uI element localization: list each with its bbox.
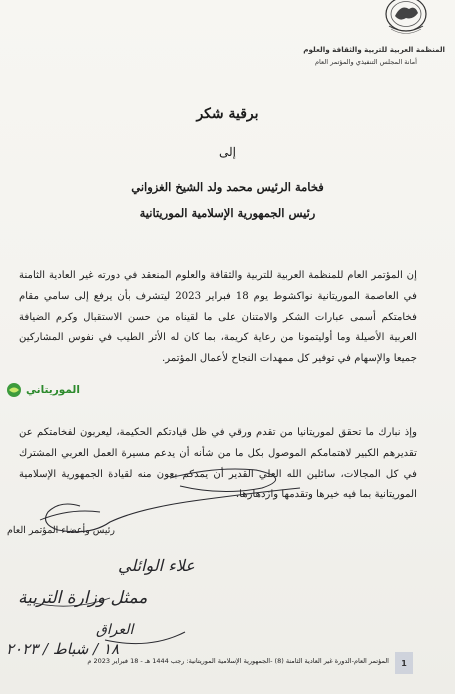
footer-text: المؤتمر العام-الدورة غير العادية الثامنة (8) -الجمهورية الإسلامية الموريتانية: رجب 1444 هـ - 18 فبراير 2023 م	[87, 657, 389, 665]
alecso-emblem-icon	[371, 0, 441, 40]
handwritten-country: العراق	[96, 622, 134, 638]
signature-label: رئيس وأعضاء المؤتمر العام	[7, 525, 115, 536]
globe-logo-icon	[6, 382, 22, 398]
page-footer	[0, 652, 455, 680]
watermark-badge	[6, 381, 118, 399]
handwritten-date: ١٨ / شباط / ٢٠٢٣	[6, 640, 120, 658]
letter-paragraph-1: إن المؤتمر العام للمنظمة العربية للتربية والثقافة والعلوم المنعقد في دورته غير العادية الثامنة في العاصمة الموريتانية نواكشوط يوم 18 فبراير 2023 ليتشرف بأن يرفع إلى سامي مقام فخامتكم أسمى عبارات الشكر والامتنان على ما لقيناه من حسن الاستقبال وكرم الضيافة العربية الأصيلة وما أوليتمونا من رعاية كريمة، بما كان له الأثر الطيب في نفوس المشاركين جميعا والإسهام في توفير كل ممهدات النجاح لأعمال المؤتمر.	[19, 270, 417, 365]
handwritten-title: ممثل وزارة التربية	[18, 588, 148, 608]
organization-name: المنظمة العربية للتربية والثقافة والعلوم	[303, 45, 445, 54]
page-number: 1	[395, 652, 413, 674]
handwritten-name: علاء الوائلي	[118, 556, 195, 575]
watermark-text: الموريتاني	[26, 384, 80, 396]
recipient-title: رئيس الجمهورية الإسلامية الموريتانية	[139, 206, 316, 220]
letter-to: إلى	[219, 145, 236, 159]
letter-title: برقية شكر	[196, 106, 259, 122]
recipient-name: فخامة الرئيس محمد ولد الشيخ الغزواني	[131, 180, 324, 194]
letter-paragraph-2: وإذ نبارك ما تحقق لموريتانيا من تقدم ورقي في ظل قيادتكم الحكيمة، ليعربون لفخامتكم عن تقديرهم الكبير لاهتمامكم الموصول بكل ما من شأنه أن يدعم مسيرة العمل العربي المشترك في كل المجالات، سائلين الله العلي القدير أن يمدكم بعون منه لقيادة الجمهورية الإسلامية الموريتانية بما فيه خيرها وتقدمها وازدهارها.	[19, 427, 417, 501]
organization-unit: أمانة المجلس التنفيذي والمؤتمر العام	[314, 58, 417, 66]
